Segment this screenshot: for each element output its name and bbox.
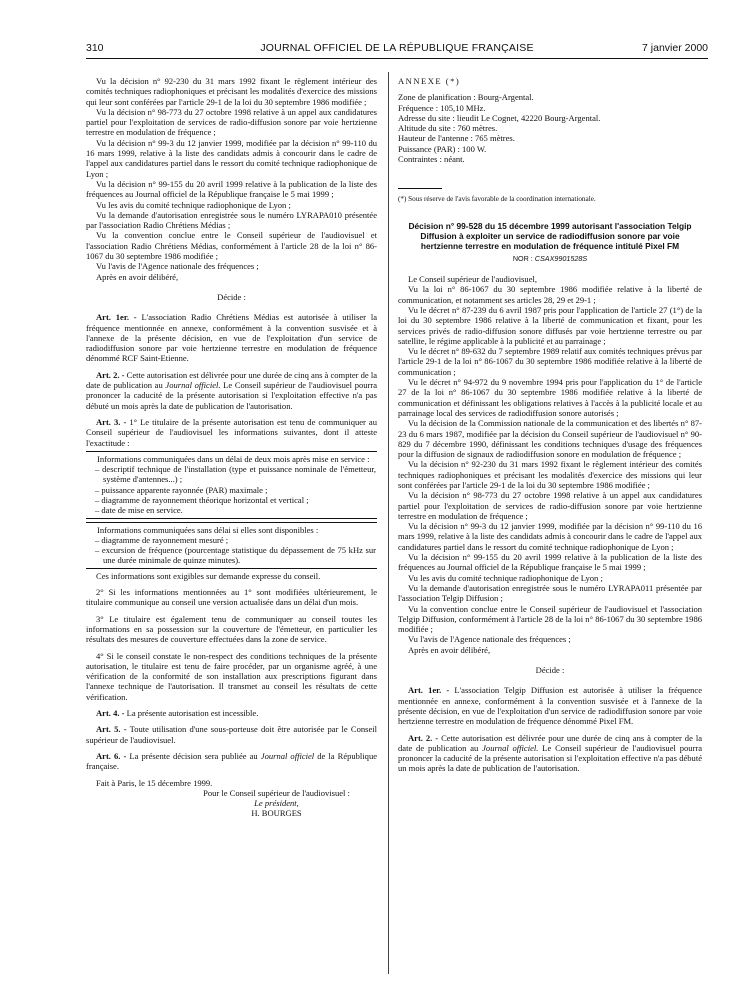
visa-paragraph: Vu la convention conclue entre le Conseil supérieur de l'audiovisuel et l'association Telgip Diffusion, conformément à l'article 28 de la loi n° 86-1067 du 30 septembre 1986 modifiée ;: [398, 603, 702, 635]
decide-heading: Décide :: [217, 291, 246, 302]
article-2: [86, 370, 377, 411]
journal-title: JOURNAL OFFICIEL DE LA RÉPUBLIQUE FRANÇAISE: [260, 42, 534, 54]
annex-title: ANNEXE (*): [398, 76, 461, 86]
article-text: La présente décision sera publiée au: [129, 750, 258, 761]
visa-paragraph: Après en avoir délibéré,: [408, 644, 491, 655]
info-item: – excursion de fréquence (pourcentage statistique du dépassement de 75 kHz sur une durée minimale de quinze minutes).: [95, 545, 376, 566]
article-text: L'association Radio Chrétiens Médias est autorisée à utiliser la fréquence mentionnée en annexe, conformément à la convention susvisée et à l'annexe de la présente décision, en vue de l'exploitation d'un service de radiodiffusion sonore par voie hertzienne terrestre en modulation de fréquence dénommé RCF Saint-Etienne.: [86, 312, 377, 364]
paragraph-3: 3° Le titulaire est également tenu de communiquer au conseil toutes les informations en sa possession sur la couverture de l'émetteur, en particulier les résultats des mesures de couverture effectuées dans la zone de service.: [86, 613, 377, 645]
header-rule: [86, 58, 708, 59]
annex-line: Hauteur de l'antenne : 765 mètres.: [398, 133, 515, 144]
visa-paragraph: Vu la décision n° 99-3 du 12 janvier 1999, modifiée par la décision n° 99-110 du 16 mars 1999, relative à la liste des candidats admis à concourir dans le cadre de l'appel aux candidatures partiel dans le ressort du comité technique radiophonique de Lyon ;: [86, 137, 377, 179]
visa-paragraph: Le Conseil supérieur de l'audiovisuel,: [408, 274, 538, 285]
article-1: [398, 685, 702, 726]
journal-officiel-ref: Journal officiel: [260, 750, 315, 761]
visa-paragraph: Vu la décision n° 99-155 du 20 avril 1999 relative à la publication de la liste des fréquences au Journal officiel de la République française le 5 mai 1999 ;: [398, 552, 702, 573]
info-box-two-months: [86, 451, 377, 519]
page-header: [86, 42, 708, 56]
annex-line: Fréquence : 105,10 MHz.: [398, 102, 486, 113]
signature-line: Pour le Conseil supérieur de l'audiovisuel :: [203, 787, 350, 798]
visa-paragraph: Vu le décret n° 94-972 du 9 novembre 1994 pris pour l'application du 1° de l'article 27 de la loi n° 86-1067 du 30 septembre 1986 modifiée relative à la liberté de communication et définissant les obligations relatives à l'accès à la publicité locale et au parrainage local des services de radiodiffusion sonore autorisés ;: [398, 377, 702, 418]
visa-paragraph: Vu la décision n° 99-155 du 20 avril 1999 relative à la publication de la liste des fréquences au Journal officiel de la République française le 5 mai 1999 ;: [86, 178, 377, 200]
article-text: Toute utilisation d'une sous-porteuse doit être autorisée par le Conseil supérieur de l'audiovisuel.: [86, 724, 378, 745]
paragraph-2: 2° Si les informations mentionnées au 1° sont modifiées ultérieurement, le titulaire communique au conseil une version actualisée dans un délai d'un mois.: [86, 587, 377, 608]
article-text: Le Conseil supérieur de l'audiovisuel pourra prononcer la caducité de la présente autorisation si l'exploitation effective n'a pas débuté un mois après la date de publication de l'autorisation.: [398, 742, 702, 774]
article-text: Cette autorisation est délivrée pour une durée de cinq ans à compter de la date de publication au: [398, 732, 702, 753]
annex-line: Altitude du site : 760 mètres.: [398, 123, 498, 134]
annex-line: Zone de planification : Bourg-Argental.: [398, 92, 534, 103]
column-divider: [388, 72, 389, 974]
article-label: Art. 5. -: [96, 724, 127, 735]
article-2: [398, 733, 702, 774]
visa-paragraph: Vu la demande d'autorisation enregistrée sous le numéro LYRAPA011 présentée par l'association Telgip Diffusion ;: [398, 582, 702, 604]
article-label: Art. 1er. -: [96, 312, 137, 323]
article-text: Le Conseil supérieur de l'audiovisuel pourra prononcer la caducité de la présente autorisation si l'exploitation effective n'a pas débuté un mois après la date de publication de l'autorisation.: [86, 380, 378, 411]
paragraph-4: 4° Si le conseil constate le non-respect des conditions techniques de la présente autorisation, le titulaire est tenu de faire procéder, par un organisme agréé, à une vérification de la conformité de son installation aux prescriptions figurant dans l'annexe technique de l'autorisation. Il transmet au conseil les résultats de cette vérification.: [86, 650, 377, 702]
info-item: – date de mise en service.: [95, 505, 183, 516]
journal-officiel-ref: Journal officiel.: [165, 380, 221, 391]
visa-paragraph: Vu l'avis de l'Agence nationale des fréquences ;: [408, 634, 571, 645]
info-exigibles: Ces informations sont exigibles sur demande expresse du conseil.: [96, 570, 321, 581]
info-item: – descriptif technique de l'installation (type et puissance nominale de l'émetteur, système d'antennes...) ;: [95, 464, 376, 485]
journal-officiel-ref: Journal officiel.: [482, 742, 539, 753]
nor-reference: [398, 254, 702, 264]
article-label: Art. 6. -: [96, 750, 127, 761]
article-6: [86, 751, 377, 772]
visa-paragraph: Vu la décision n° 92-230 du 31 mars 1992 fixant le règlement intérieur des comités techniques radiophoniques et précisant les modalités d'exercice des missions qui leur sont conférées par l'article 29-1 de la loi du 30 septembre 1986 modifiée ;: [398, 459, 702, 490]
annex-line: Puissance (PAR) : 100 W.: [398, 143, 487, 154]
info-item: – diagramme de rayonnement théorique horizontal et vertical ;: [95, 494, 309, 505]
article-text: L'association Telgip Diffusion est autorisée à utiliser la fréquence mentionnée en annexe, conformément à la convention susvisée et à l'annexe de la présente décision, en vue de l'exploitation d'un service de radiodiffusion sonore par voie hertzienne terrestre en modulation de fréquence dénommé Pixel FM.: [398, 685, 703, 727]
article-label: Art. 2. -: [96, 369, 125, 380]
right-column: [398, 76, 702, 774]
info-item: – puissance apparente rayonnée (PAR) maximale ;: [95, 484, 268, 495]
footnote: (*) Sous réserve de l'avis favorable de la coordination internationale.: [398, 195, 596, 204]
nor-label: NOR :: [512, 253, 533, 263]
annex-line: Contraintes : néant.: [398, 154, 465, 165]
article-text: 1° Le titulaire de la présente autorisation est tenu de communiquer au Conseil supérieur de l'audiovisuel les informations suivantes, dont il atteste l'exactitude :: [86, 416, 377, 448]
article-text: La présente autorisation est incessible.: [126, 708, 259, 719]
annex-line: Adresse du site : lieudit Le Cognet, 42220 Bourg-Argental.: [398, 112, 601, 123]
article-1: [86, 312, 377, 363]
info-heading: Informations communiquées dans un délai de deux mois après mise en service :: [97, 453, 370, 464]
info-box-no-delay: [86, 522, 377, 569]
article-text: Cette autorisation est délivrée pour une durée de cinq ans à compter de la date de publication au: [86, 369, 378, 391]
visa-paragraph: Vu les avis du comité technique radiophonique de Lyon ;: [408, 572, 603, 583]
visa-paragraph: Vu la demande d'autorisation enregistrée sous le numéro LYRAPA010 présentée par l'association Radio Chrétiens Médias ;: [86, 209, 377, 231]
nor-code: CSAX9901528S: [534, 253, 588, 263]
article-3: [86, 417, 377, 448]
visa-paragraph: Vu la décision n° 92-230 du 31 mars 1992 fixant le règlement intérieur des comités techniques radiophoniques et précisant les modalités d'exercice des missions qui leur sont conférées par l'article 29-1 de la loi du 30 septembre 1986 modifiée ;: [86, 76, 377, 107]
info-heading: Informations communiquées sans délai si elles sont disponibles :: [97, 524, 319, 535]
visa-paragraph: Vu le décret n° 89-632 du 7 septembre 1989 relatif aux comités techniques prévus par l'article 29-1 de la loi n° 86-1067 du 30 septembre 1986 modifiée relative à la liberté de communication ;: [398, 346, 702, 377]
article-text: de la République française.: [86, 750, 378, 772]
decision-title: Décision n° 99-528 du 15 décembre 1999 autorisant l'association Telgip Diffusion à exploiter un service de radiodiffusion sonore par voie hertzienne terrestre en modulation de fréquence intitulé Pixel FM: [408, 221, 692, 251]
visa-paragraph: Vu la loi n° 86-1067 du 30 septembre 1986 modifiée relative à la liberté de communication, et notamment ses articles 28, 29 et 29-1 ;: [398, 284, 702, 305]
page-number: 310: [86, 42, 104, 54]
visa-paragraph: Vu la décision n° 98-773 du 27 octobre 1998 relative à un appel aux candidatures partiel pour l'exploitation de services de radio-diffusion sonore par voie hertzienne terrestre en modulation de fréquence ;: [86, 106, 377, 138]
article-label: Art. 2. -: [408, 732, 439, 743]
visa-paragraph: Vu la convention conclue entre le Conseil supérieur de l'audiovisuel et l'association Radio Chrétiens Médias, conformément à l'article 28 de la loi n° 86-1067 du 30 septembre 1986 modifiée ;: [86, 230, 377, 262]
visa-paragraph: Après en avoir délibéré,: [96, 271, 179, 282]
issue-date: 7 janvier 2000: [642, 42, 708, 54]
article-label: Art. 4. -: [96, 708, 125, 719]
info-item: – diagramme de rayonnement mesuré ;: [95, 534, 229, 545]
signatory-name: H. BOURGES: [251, 808, 302, 819]
fait-a-paris: Fait à Paris, le 15 décembre 1999.: [96, 777, 213, 788]
visa-paragraph: Vu la décision n° 98-773 du 27 octobre 1998 relative à un appel aux candidatures partiel pour l'exploitation de services de radio-diffusion sonore par voie hertzienne terrestre en modulation de fréquence ;: [398, 490, 702, 521]
article-5: [86, 724, 377, 745]
article-label: Art. 1er. -: [408, 685, 450, 696]
visa-paragraph: Vu les avis du comité technique radiophonique de Lyon ;: [96, 199, 291, 210]
article-label: Art. 3. -: [96, 416, 127, 427]
visa-paragraph: Vu le décret n° 87-239 du 6 avril 1987 pris pour l'application de l'article 27 (1°) de la loi du 30 septembre 1986 relative à la liberté de communication et fixant, pour les services privés de radio-diffusion sonore diffusés par voie hertzienne terrestre ou par satellite, le régime applicable à la publicité et au parrainage ;: [398, 304, 702, 346]
visa-paragraph: Vu la décision de la Commission nationale de la communication et des libertés n° 87-23 du 6 mars 1987, modifiée par la décision du Conseil supérieur de l'audiovisuel n° 90-829 du 7 décembre 1990, définissant les conditions techniques d'usage des fréquences pour la diffusion de signaux de radiodiffusion sonore en modulation de fréquence ;: [398, 418, 702, 460]
left-column: [86, 76, 377, 819]
decide-heading: Décide :: [535, 665, 565, 676]
visa-paragraph: Vu l'avis de l'Agence nationale des fréquences ;: [96, 261, 259, 272]
footnote-rule: [398, 188, 442, 189]
signature-title: Le président,: [254, 798, 299, 809]
annex-block: [398, 76, 702, 164]
visa-paragraph: Vu la décision n° 99-3 du 12 janvier 1999, modifiée par la décision n° 99-110 du 16 mars 1999, relative à la liste des candidats admis à concourir dans le cadre de l'appel aux candidatures partiel dans le ressort du comité technique radiophonique de Lyon ;: [398, 521, 702, 552]
article-4: [86, 708, 377, 718]
